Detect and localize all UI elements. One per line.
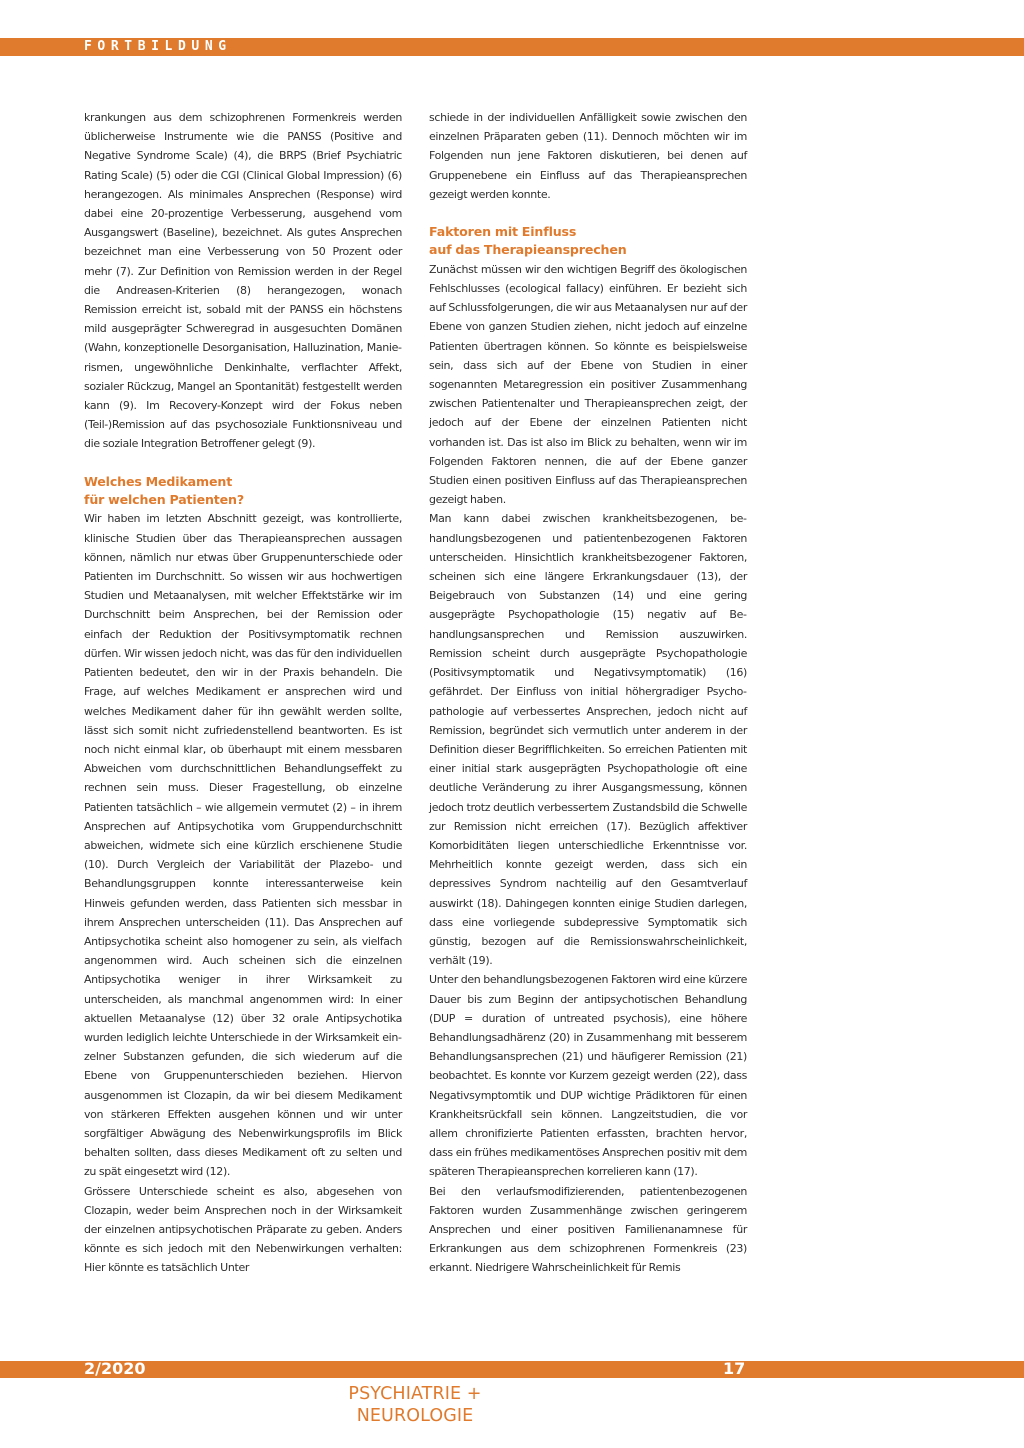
paragraph: Grössere Unterschiede scheint es also, abgesehen von Clozapin, weder beim Ansprechen noch in der Wirksamkeit der einzelnen antipsychotischen Präparate zu geben. Anders könnte es sich jedoch mit den Nebenwirkungen verhalten: Hier könnte es tatsächlich Unter <box>84 1184 402 1275</box>
right-column <box>429 108 747 1278</box>
heading-line: für welchen Patienten? <box>84 492 245 508</box>
section-heading <box>429 223 747 260</box>
heading-line: auf das Therapieansprechen <box>429 242 627 258</box>
paragraph: Zunächst müssen wir den wichtigen Begriff des ökologischen Fehlschlusses (ecological fallacy) einführen. Er bezieht sich auf Schlussfolgerungen, die wir aus Metaanalysen nur auf der Ebene von ganzen Studien ziehen, nicht jedoch auf einzelne Patienten übertragen können. So könnte es beispielsweise sein, dass sich auf der Ebene von Studien in einer sogenannten Metaregression ein positiver Zusammenhang zwischen Patientenalter und Therapieansprechen zeigt, der jedoch auf der Ebene der einzelnen Patienten nicht vorhanden ist. Das ist also im Blick zu behalten, wenn wir im Folgenden Faktoren nennen, die auf der Ebene ganzer Studien einen positiven Einfluss auf das Therapieansprechen gezeigt haben. <box>429 262 747 507</box>
issue-number: 2/2020 <box>84 1359 146 1378</box>
footer-bar <box>0 1361 1024 1378</box>
section-heading <box>84 473 402 510</box>
heading-line: Welches Medikament <box>84 473 233 489</box>
paragraph: schiede in der individuellen Anfälligkeit sowie zwischen den einzelnen Präparaten geben (11). Dennoch möchten wir im Folgenden nun jene Faktoren diskutieren, bei denen auf Gruppenebene ein Einfluss auf das Therapieansprechen gezeigt werden konnte. <box>429 111 747 201</box>
paragraph: krankungen aus dem schizophrenen Formenkreis werden üblicherweise Instrumente wie die PANSS (Positive and Negative Syndrome Scale) (4), die BRPS (Brief Psychiatric Rating Scale) (5) oder die CGI (Clinical Global Impression) (6) herangezogen. Als minimales Ansprechen (Response) wird dabei eine 20-prozentige Verbesserung, ausgehend vom Ausgangswert (Baseline), bezeichnet. Als gutes Ansprechen bezeichnet man eine Verbesserung von 50 Prozent oder mehr (7). Zur Definition von Remission werden in der Regel die Andreasen-Kriterien (8) herangezogen, wonach Remission erreicht ist, sobald mit der PANSS ein höchstens mild ausgeprägter Schweregrad in ausgesuchten Domänen (Wahn, konzeptionelle Desorganisation, Halluzination, Manierismen, ungewöhnliche Denkinhalte, verflachter Affekt, sozialer Rückzug, Mangel an Spontanität) festgestellt werden kann (9). Im Recovery-Konzept wird der Fokus neben (Teil-)Remission auf das psychosoziale Funktionsniveau und die soziale Integration Betroffener gelegt (9). <box>84 111 402 451</box>
paragraph: Unter den behandlungsbezogenen Faktoren wird eine kürzere Dauer bis zum Beginn der antipsychotischen Behandlung (DUP = duration of untreated psychosis), eine höhere Behandlungsadhärenz (20) in Zusammenhang mit besserem Behandlungsansprechen (21) und häufigerer Remission (21) beobachtet. Es konnte vor Kurzem gezeigt werden (22), dass Negativsymptomtik und DUP wichtige Prädiktoren für einen Krankheitsrückfall sein können. Langzeitstudien, die vor allem chronifizierte Patienten erfassten, brachten hervor, dass ein frühes medikamentöses Ansprechen positiv mit dem späteren Therapieansprechen korrelieren kann (17). <box>429 973 747 1179</box>
section-label: FORTBILDUNG <box>84 39 232 54</box>
journal-title: PSYCHIATRIE + NEUROLOGIE <box>348 1384 482 1426</box>
paragraph: Wir haben im letzten Abschnitt gezeigt, was kontrollierte, klinische Studien über das Therapieansprechen aussagen können, nämlich nur etwas über Gruppenunterschiede oder Patienten im Durchschnitt. So wissen wir aus hochwertigen Studien und Metaanalysen, mit welcher Effektstärke wir im Durchschnitt beim Ansprechen, bei der Remission oder einfach der Reduktion der Positivsymptomatik rechnen dürfen. Wir wissen jedoch nicht, was das für den individuellen Patienten bedeutet, den wir in der Praxis behandeln. Die Frage, auf welches Medikament er ansprechen wird und welches Medikament daher für ihn gewählt werden sollte, lässt sich somit nicht zufriedenstellend beantworten. Es ist noch nicht einmal klar, ob überhaupt mit einem messbaren Abweichen vom durchschnittlichen Behandlungseffekt zu rechnen sein muss. Dieser Fragestellung, ob einzelne Patienten tatsächlich – wie allgemein vermutet (2) – in ihrem Ansprechen auf Antipsychotika vom Gruppendurchschnitt abweichen, widmete sich eine kürzlich erschienene Studie (10). Durch Vergleich der Variabilität der Plazebo- und Behandlungsgruppen konnte interessanterweise kein Hinweis gefunden werden, dass Patienten sich messbar in ihrem Ansprechen unterscheiden (11). Das Ansprechen auf Antipsychotika scheint also homogener zu sein, als vielfach angenommen wird. Auch scheinen sich die einzelnen Antipsychotika weniger in ihrer Wirksamkeit zu unterscheiden, als manchmal angenommen wird: In einer aktuellen Metaanalyse (12) über 32 orale Antipsychotika wurden lediglich leichte Unterschiede in der Wirksamkeit einzelner Substanzen gefunden, die sich wiederum auf die Ebene von Gruppenunterschieden beziehen. Hiervon ausgenommen ist Clozapin, da wir bei diesem Medikament von stärkeren Effekten ausgehen können und wir unter sorgfältiger Abwägung des Nebenwirkungsprofils im Blick behalten sollten, dass dieses Medikament oft zu selten und zu spät eingesetzt wird (12). <box>84 512 402 1179</box>
paragraph: Man kann dabei zwischen krankheitsbezogenen, behandlungsbezogenen und patientenbezogenen Faktoren unterscheiden. Hinsichtlich krankheitsbezogener Faktoren, scheinen sich eine längere Erkrankungsdauer (13), der Beigebrauch von Substanzen (14) und eine gering ausgeprägte Psychopathologie (15) negativ auf Behandlungsansprechen und Remission auszuwirken. Remission scheint durch ausgeprägte Psychopathologie (Positivsymptomatik und Negativsymptomatik) (16) gefährdet. Der Einfluss von initial höhergradiger Psychopathologie auf verbessertes Ansprechen, jedoch nicht auf Remission, begründet sich vermutlich unter anderem in der Definition dieser Begrifflichkeiten. So erreichen Patienten mit einer initial stark ausgeprägten Psychopathologie oft eine deutliche Veränderung zu ihrer Ausgangsmessung, können jedoch trotz deutlich verbessertem Zustandsbild die Schwelle zur Remission nicht erreichen (17). Bezüglich affektiver Komorbiditäten liegen unterschiedliche Erkenntnisse vor. Mehrheitlich konnte gezeigt werden, dass sich ein depressives Syndrom nachteilig auf den Gesamtverlauf auswirkt (18). Dahingegen konnten einige Studien darlegen, dass eine vorliegende subdepressive Symptomatik sich günstig, bezogen auf die Remissionswahrscheinlichkeit, verhält (19). <box>429 512 747 968</box>
heading-line: Faktoren mit Einfluss <box>429 224 577 240</box>
page-number: 17 <box>723 1359 746 1378</box>
paragraph: Bei den verlaufsmodifizierenden, patientenbezogenen Faktoren wurden Zusammenhänge zwischen geringerem Ansprechen und einer positiven Familienanamnese für Erkrankungen aus dem schizophrenen Formenkreis (23) erkannt. Niedrigere Wahrscheinlichkeit für Remis <box>429 1184 747 1275</box>
left-column <box>84 108 402 1278</box>
